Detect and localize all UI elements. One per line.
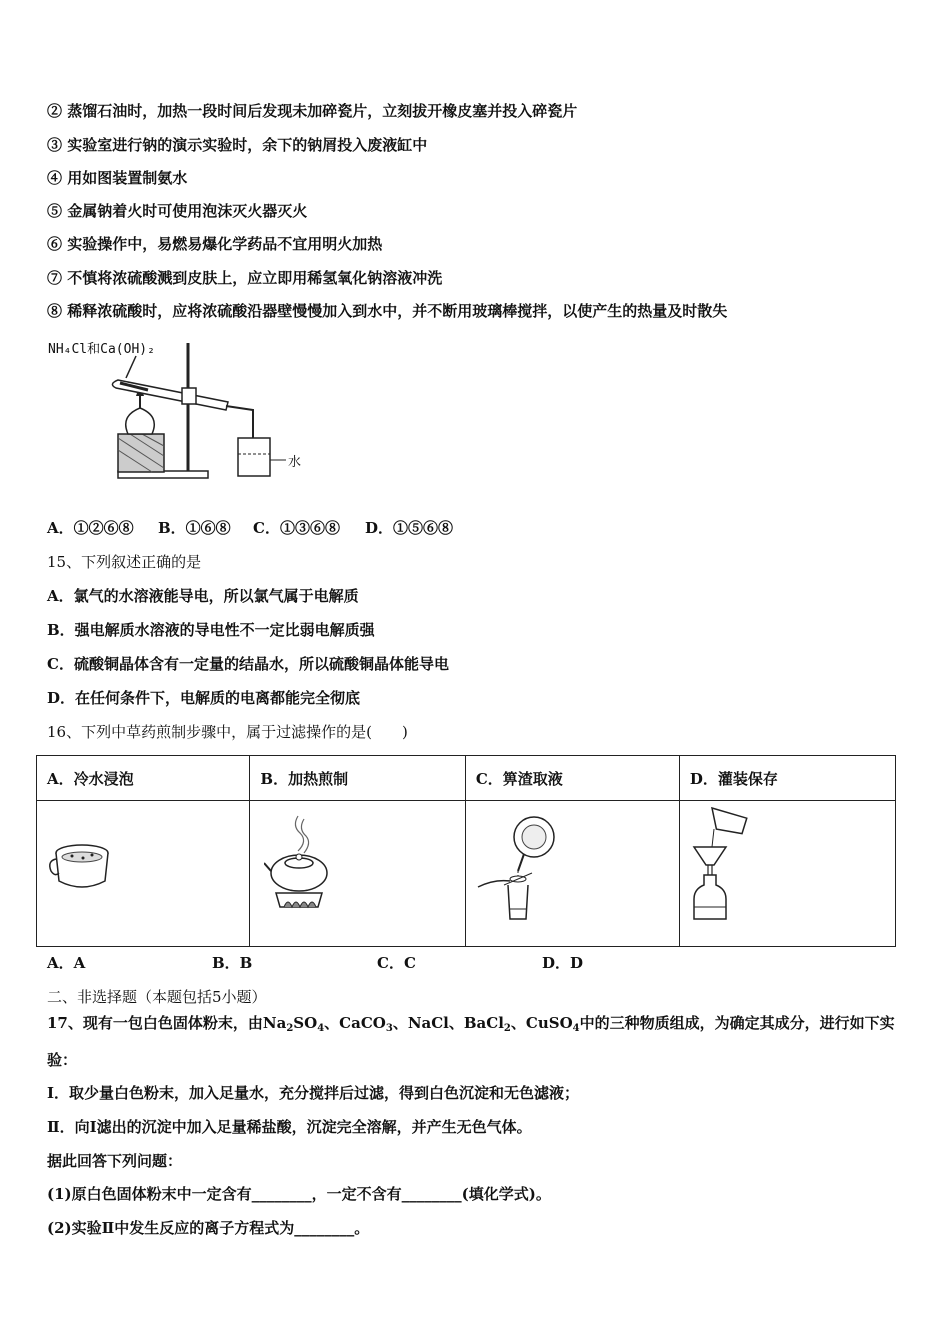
q17-stem: 17、现有一包白色固体粉末，由$Na_2SO_4$、CaCO$_3$、NaCl、BaCl$_2$、CuSO$_4$中的三种物质组成，为确定其成分，进行如下实: [47, 1014, 895, 1034]
q14-item-5: ⑤ 金属钠着火时可使用泡沫灭火器灭火: [47, 202, 308, 220]
q17-step-1: Ⅰ．取少量白色粉末，加入足量水，充分搅拌后过滤，得到白色沉淀和无色滤液；: [47, 1084, 580, 1102]
q16-option-b: B．B: [212, 954, 253, 972]
q17-lead: 据此回答下列问题：: [47, 1152, 183, 1170]
q14-item-8: ⑧ 稀释浓硫酸时，应将浓硫酸沿器壁慢慢加入到水中，并不断用玻璃棒搅拌，以使产生的热量及时散失: [47, 302, 728, 320]
q16-image-a: [37, 801, 250, 947]
q17-sub-1: (1)原白色固体粉末中一定含有________，一定不含有________(填化学式)。: [47, 1185, 551, 1203]
filtering-icon: [474, 809, 574, 929]
water-label: 水: [288, 455, 302, 470]
q17-stem-line2: 验：: [47, 1051, 78, 1069]
soaking-pot-icon: [47, 839, 117, 899]
q15-option-c: C．硫酸铜晶体含有一定量的结晶水，所以硫酸铜晶体能导电: [47, 655, 449, 673]
q16-option-c: C．C: [377, 954, 416, 972]
q17-step-2: Ⅱ．向Ⅰ滤出的沉淀中加入足量稀盐酸，沉淀完全溶解，并产生无色气体。: [47, 1118, 532, 1136]
q14-option-a: A．①②⑥⑧: [47, 519, 134, 537]
bottling-icon: [688, 807, 758, 927]
q16-header-a: A．冷水浸泡: [37, 756, 250, 801]
q14-item-3: ③ 实验室进行钠的演示实验时，余下的钠屑投入废液缸中: [47, 136, 428, 154]
q17-sub-2: (2)实验Ⅱ中发生反应的离子方程式为________。: [47, 1219, 370, 1237]
q15-option-d: D．在任何条件下，电解质的电离都能完全彻底: [47, 689, 361, 707]
q14-item-2: ② 蒸馏石油时，加热一段时间后发现未加碎瓷片，立刻拔开橡皮塞并投入碎瓷片: [47, 102, 578, 120]
q14-option-b: B．①⑥⑧: [158, 519, 231, 537]
q16-header-c: C．箅渣取液: [465, 756, 679, 801]
q14-option-d: D．①⑤⑥⑧: [365, 519, 454, 537]
q16-option-d: D．D: [542, 954, 584, 972]
q16-image-b: [250, 801, 465, 947]
q15-stem: 15、下列叙述正确的是: [47, 553, 202, 571]
q16-image-c: [465, 801, 679, 947]
q16-table: [36, 755, 896, 947]
q14-item-7: ⑦ 不慎将浓硫酸溅到皮肤上，应立即用稀氢氧化钠溶液冲洗: [47, 269, 443, 287]
q15-option-a: A．氯气的水溶液能导电，所以氯气属于电解质: [47, 587, 359, 605]
ammonia-apparatus-figure: [48, 338, 308, 488]
q16-option-a: A．A: [47, 954, 86, 972]
q16-stem: 16、下列中草药煎制步骤中，属于过滤操作的是( ): [47, 723, 408, 741]
q17-stem-prefix: 17、现有一包白色固体粉末，由: [47, 1014, 263, 1032]
q16-header-d: D．灌装保存: [679, 756, 895, 801]
q16-header-b: B．加热煎制: [250, 756, 465, 801]
q17-stem-suffix: 中的三种物质组成，为确定其成分，进行如下实: [579, 1014, 895, 1032]
section2-title: 二、非选择题（本题包括5小题）: [47, 988, 267, 1006]
heating-pot-icon: [264, 811, 334, 921]
q14-option-c: C．①③⑥⑧: [253, 519, 340, 537]
q14-item-4: ④ 用如图装置制氨水: [47, 169, 188, 187]
q15-option-b: B．强电解质水溶液的导电性不一定比弱电解质强: [47, 621, 375, 639]
q16-image-d: [679, 801, 895, 947]
reagent-label: NH₄Cl和Ca(OH)₂: [48, 342, 155, 357]
q14-item-6: ⑥ 实验操作中，易燃易爆化学药品不宜用明火加热: [47, 235, 383, 253]
apparatus-drawing: [48, 338, 308, 488]
